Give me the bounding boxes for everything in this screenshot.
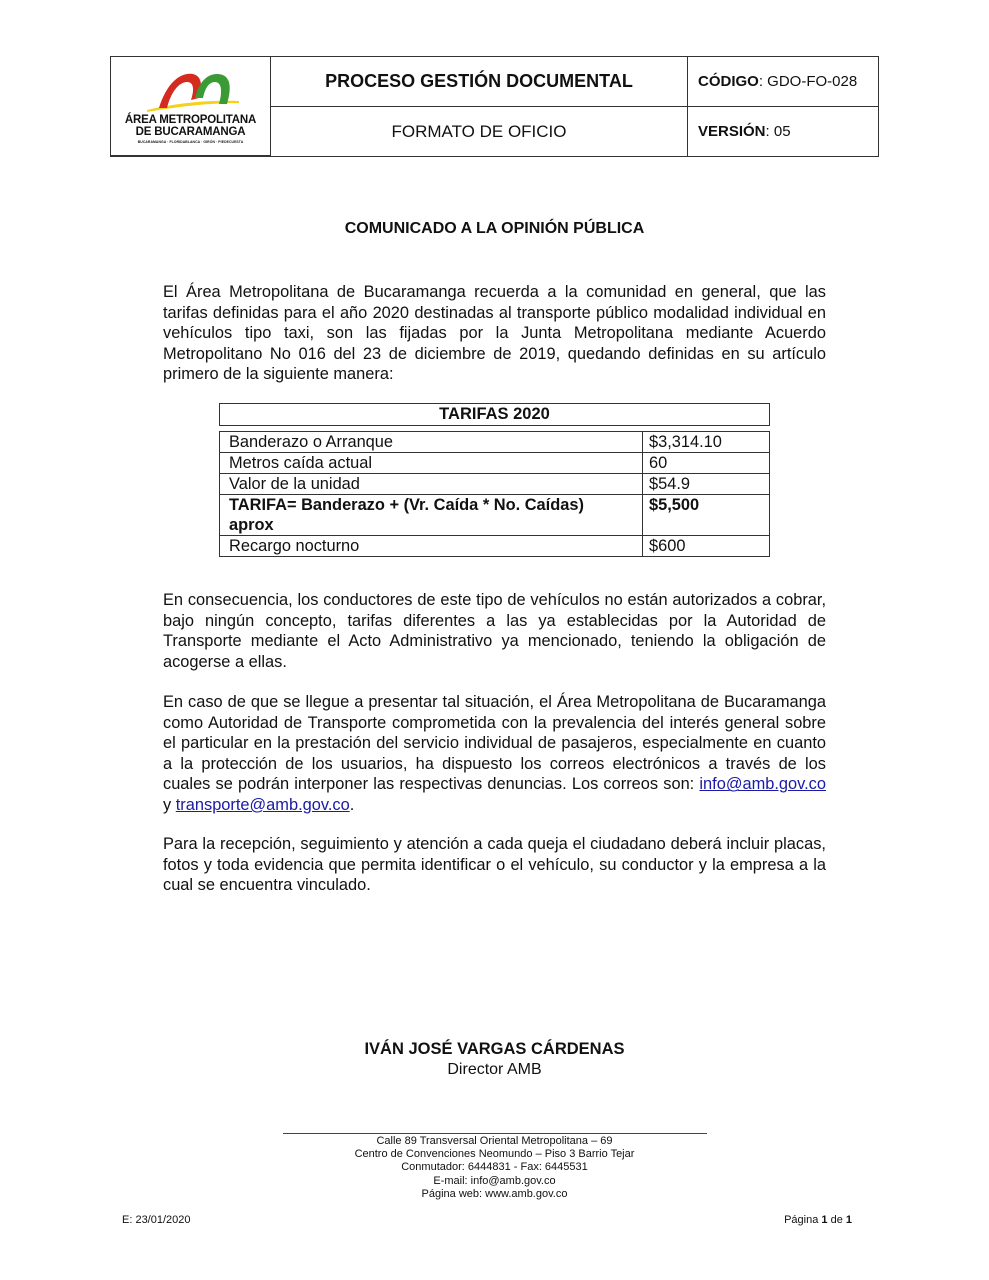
tariff-value: $5,500 [643,495,770,536]
tariff-label: Metros caída actual [220,453,643,474]
tariff-value: $600 [643,536,770,557]
tariff-value: 60 [643,453,770,474]
tariff-row [220,536,770,557]
logo-green-arc [195,74,230,104]
version-cell [688,107,878,156]
process-title: PROCESO GESTIÓN DOCUMENTAL [271,57,688,107]
tariff-label: Banderazo o Arranque [220,432,643,453]
logo-name-line1: ÁREA METROPOLITANA [124,114,257,126]
document-header [110,56,879,157]
code-cell [688,57,878,107]
format-title: FORMATO DE OFICIO [271,107,688,156]
paragraph-complaints-text: En caso de que se llegue a presentar tal situación, el Área Metropolitana de Bucaramanga como Autoridad de Transporte comprometida con la prevalencia del interés general sobre el particular en la prestación del servicio individual de pasajeros, especialmente en cuanto a la protección de los usuarios, ha dispuesto los correos electrónicos a través de los cuales se podrán interponer las respectivas denuncias. Los correos son: [163,693,826,794]
footer-address-1: Calle 89 Transversal Oriental Metropolitana – 69 [376,1135,613,1147]
tariff-table [219,431,770,557]
footer-web: Página web: www.amb.gov.co [421,1187,568,1200]
paragraph-evidence: Para la recepción, seguimiento y atención a cada queja el ciudadano deberá incluir placas, fotos y toda evidencia que permita identificar o el vehículo, su conductor y la empresa a la cual se encuentra vinculado. [163,835,826,895]
paragraph-end: . [349,795,355,814]
logo-name-line2: DE BUCARAMANGA [135,126,246,138]
tariff-label: TARIFA= Banderazo + (Vr. Caída * No. Caídas) aprox [220,495,643,536]
amb-logo-icon [141,68,241,114]
paragraph-intro: El Área Metropolitana de Bucaramanga recuerda a la comunidad en general, que las tarifas definidas para el año 2020 destinadas al transporte público modalidad individual en vehículos tipo taxi, son las fijadas por la Junta Metropolitana mediante Acuerdo Metropolitano No 016 del 23 de diciembre de 2019, quedando definidas en su artículo primero de la siguiente manera: [163,283,826,384]
document-title: COMUNICADO A LA OPINIÓN PÚBLICA [344,220,645,237]
tariff-row [220,495,770,536]
logo-tagline: BUCARAMANGA · FLORIDABLANCA · GIRÓN · PIEDECUESTA [137,140,244,144]
tariff-label: Valor de la unidad [220,474,643,495]
footer-contact [0,1135,989,1201]
tariff-row [220,474,770,495]
tariff-table-title: TARIFAS 2020 [219,403,770,426]
version-value: : 05 [765,123,791,140]
page-mid: de [827,1214,846,1226]
footer-divider [283,1133,707,1134]
tariff-value: $3,314.10 [643,432,770,453]
tariff-label: Recargo nocturno [220,536,643,557]
footer-email: E-mail: info@amb.gov.co [433,1174,556,1187]
paragraph-complaints [163,692,826,816]
paragraph-consequence: En consecuencia, los conductores de este tipo de vehículos no están autorizados a cobrar, bajo ningún concepto, tarifas diferentes a las ya establecidas por la Autoridad de Transporte mediante el Acto Administrativo ya mencionado, teniendo la obligación de acogerse a ellas. [163,591,826,671]
code-label: CÓDIGO [698,73,759,90]
tariff-value: $54.9 [643,474,770,495]
logo [111,57,271,156]
page-prefix: Página [784,1214,822,1226]
footer-phone: Conmutador: 6444831 - Fax: 6445531 [401,1161,588,1174]
page-number [784,1214,852,1226]
footer-address-2: Centro de Convenciones Neomundo – Piso 3 Barrio Tejar [354,1148,635,1161]
edition-date: E: 23/01/2020 [122,1214,191,1226]
code-value: : GDO-FO-028 [758,73,858,90]
version-label: VERSIÓN [698,123,766,140]
page-total: 1 [845,1214,852,1226]
email-joiner: y [163,795,176,814]
signatory-name: IVÁN JOSÉ VARGAS CÁRDENAS [364,1040,625,1058]
tariff-row [220,432,770,453]
tariff-row [220,453,770,474]
email-link-info[interactable]: info@amb.gov.co [699,775,826,794]
page-current: 1 [821,1214,828,1226]
signatory-role: Director AMB [447,1061,542,1078]
email-link-transporte[interactable]: transporte@amb.gov.co [175,795,350,814]
